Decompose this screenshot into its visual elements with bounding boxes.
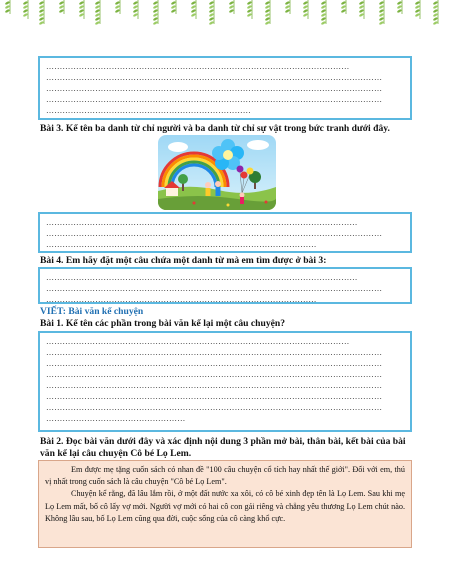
- answer-line: ……………………………………………………………………………………………………………: [46, 370, 383, 379]
- viet-title: VIẾT: Bài văn kể chuyện: [40, 306, 144, 317]
- answer-line: ……………………………………………………………………………………………………………: [46, 284, 383, 293]
- answer-line: ……………………………………………………………………………………………………………: [46, 348, 383, 357]
- answer-line: ……………………………………………………………………………………………………………: [46, 73, 383, 82]
- answer-line: ………………………………………………………………………………………: [46, 295, 317, 304]
- answer-line: …………………………………………………………………………………………………: [46, 62, 350, 71]
- illustration-image: [158, 135, 276, 210]
- story-text-box: [38, 460, 412, 548]
- story-illustration: [158, 135, 276, 210]
- answer-line: ……………………………………………………………………………………………………………: [46, 229, 383, 238]
- answer-line: ……………………………………………: [46, 414, 186, 423]
- bai1-heading: Bài 1. Kể tên các phần trong bài văn kể lại một câu chuyện?: [40, 318, 286, 329]
- answer-line: ……………………………………………………………………………………………………………: [46, 392, 383, 401]
- story-paragraph-1: Em được mẹ tặng cuốn sách có nhan đề "100 câu chuyện cổ tích hay nhất thế giới". Đối với em, thú vị nhất trong cuốn sách là câu chuyện "Cô bé Lọ Lem".: [45, 465, 405, 487]
- answer-line: ……………………………………………………………………………………………………: [46, 273, 358, 282]
- answer-line: ……………………………………………………………………………………………………………: [46, 84, 383, 93]
- answer-line: …………………………………………………………………………………………………: [46, 337, 350, 346]
- answer-box-1[interactable]: [38, 56, 412, 120]
- bai4-heading: Bài 4. Em hãy đặt một câu chứa một danh từ mà em tìm được ở bài 3:: [40, 255, 327, 266]
- vine-border-decoration: [0, 0, 450, 34]
- answer-line: ……………………………………………………………………………………………………………: [46, 359, 383, 368]
- answer-box-2[interactable]: [38, 212, 412, 253]
- answer-line: ……………………………………………………………………………………………………: [46, 218, 358, 227]
- answer-line: ……………………………………………………………………………………………………………: [46, 381, 383, 390]
- bai3-heading: Bài 3. Kể tên ba danh từ chỉ người và ba danh từ chỉ sự vật trong bức tranh dưới đây.: [40, 123, 390, 134]
- answer-box-4[interactable]: [38, 331, 412, 432]
- bai2-heading: Bài 2. Đọc bài văn dưới đây và xác định nội dung 3 phần mở bài, thân bài, kết bài của bài văn kể lại câu chuyện Cô bé Lọ Lem.: [40, 436, 406, 459]
- answer-line: ……………………………………………………………………………………………………………: [46, 95, 383, 104]
- answer-box-3[interactable]: [38, 267, 412, 304]
- answer-line: ……………………………………………………………………………………………………………: [46, 403, 383, 412]
- answer-line: …………………………………………………………………: [46, 106, 251, 115]
- story-paragraph-2: Chuyện kể rằng, đã lâu lắm rồi, ở một đất nước xa xôi, có cô bé xinh đẹp tên là Lọ Lem. Sau khi mẹ Lọ Lem mất, bố cô lấy vợ mới. Người vợ mới có hai cô con gái riêng và chẳng yêu thương Lọ Lem chút nào. Không lâu sau, bố Lọ Lem cũng qua đời, cuộc sống của cô càng khổ cực.: [45, 489, 405, 523]
- answer-line: ………………………………………………………………………………………: [46, 240, 317, 249]
